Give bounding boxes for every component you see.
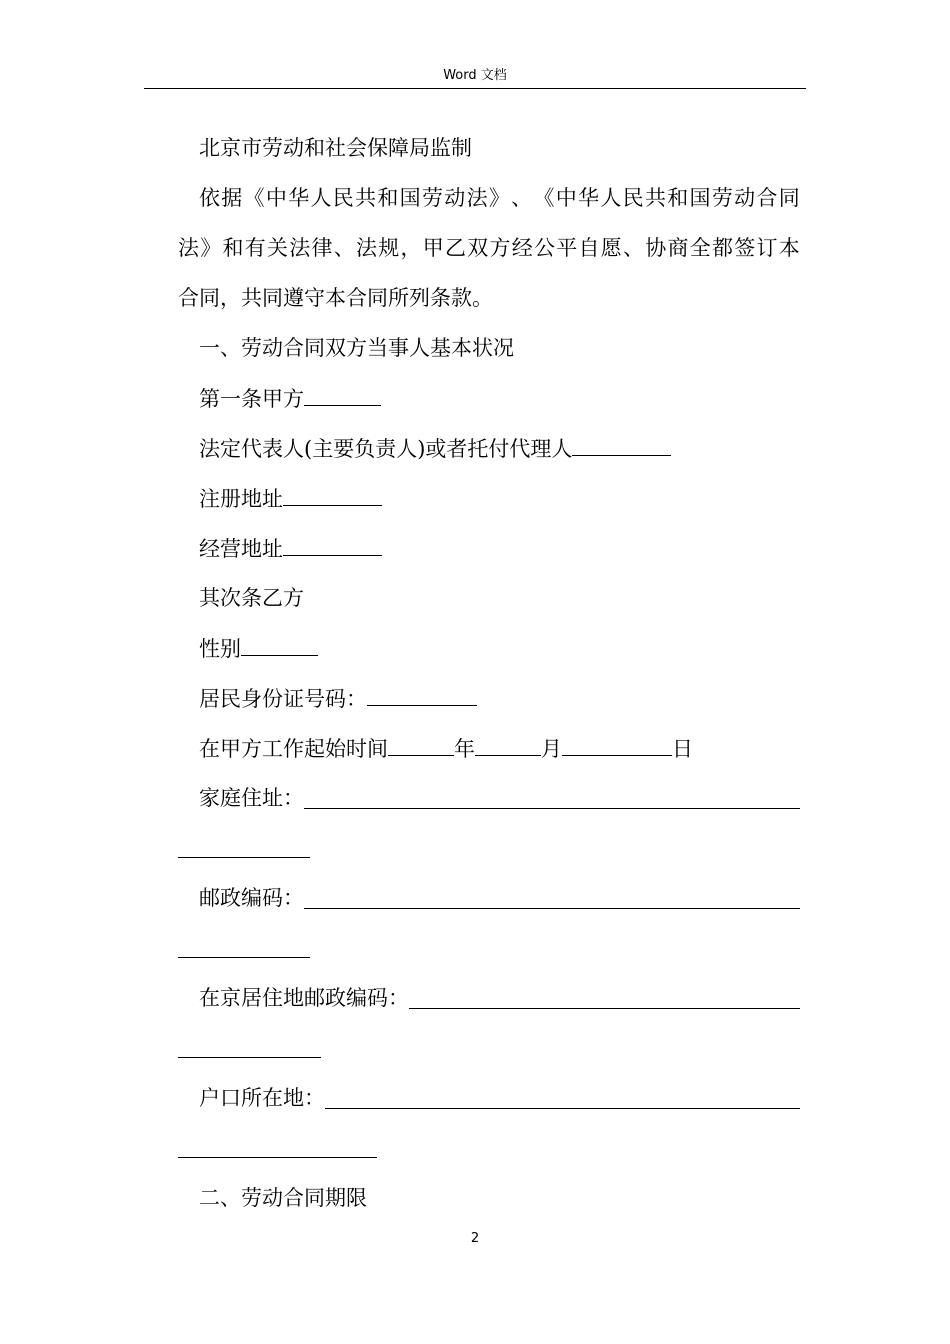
id-number-label: 居民身份证号码： (199, 687, 367, 711)
business-address-line (199, 534, 382, 562)
preamble-char: 中 (555, 186, 577, 210)
preamble-char: 订 (756, 236, 778, 260)
preamble-char: 都 (712, 236, 733, 260)
postcode-blank[interactable] (304, 887, 800, 909)
preamble-char: 和 (222, 236, 244, 260)
preamble-char: 中 (265, 186, 287, 210)
page-number: 2 (470, 1231, 480, 1246)
biz-address-blank[interactable] (283, 534, 382, 556)
home-address-blank[interactable] (304, 787, 800, 809)
preamble-char: 合 (756, 186, 778, 210)
preamble-char: 共 (644, 186, 666, 210)
preamble-char: 律 (311, 236, 333, 260)
preamble-char: 本 (778, 236, 800, 260)
postcode-label: 邮政编码： (199, 886, 304, 910)
preamble-char: 法 (466, 186, 488, 210)
preamble-char: ， (400, 236, 422, 260)
month-label: 月 (541, 737, 562, 761)
preamble-char: 平 (556, 236, 578, 260)
preamble-char: 自 (578, 236, 600, 260)
preamble-char: 、 (511, 186, 533, 210)
preamble-char: 》 (200, 236, 222, 260)
preamble-char: 华 (288, 186, 310, 210)
preamble-char: 全 (689, 236, 711, 260)
preamble-char: 、 (623, 236, 644, 260)
hukou-blank-continued[interactable] (178, 1157, 377, 1158)
preamble-char: 双 (467, 236, 489, 260)
header-divider (144, 88, 806, 89)
legal-representative-line (199, 434, 671, 462)
preamble-char: 法 (178, 236, 199, 260)
party-a-blank[interactable] (304, 384, 381, 406)
preamble-char: 经 (511, 236, 533, 260)
preamble-char: 人 (310, 186, 332, 210)
preamble-line-1 (199, 184, 800, 212)
preamble-char: 依 (199, 186, 220, 210)
preamble-char: 华 (578, 186, 600, 210)
year-blank[interactable] (388, 734, 454, 756)
preamble-char: 民 (622, 186, 644, 210)
id-number-blank[interactable] (367, 684, 477, 706)
article-1-label: 第一条甲方 (199, 387, 304, 411)
preamble-char: 民 (332, 186, 354, 210)
preamble-char: 人 (600, 186, 622, 210)
preamble-char: 商 (667, 236, 689, 260)
year-label: 年 (454, 737, 475, 761)
legal-rep-blank[interactable] (572, 434, 671, 456)
preamble-char: 动 (734, 186, 756, 210)
beijing-postcode-label: 在京居住地邮政编码： (199, 986, 409, 1010)
registered-address-line (199, 484, 382, 512)
section-1-heading: 一、劳动合同双方当事人基本状况 (199, 336, 514, 360)
preamble-char: 动 (444, 186, 466, 210)
preamble-char: 协 (645, 236, 667, 260)
preamble-char: 、 (333, 236, 355, 260)
preamble-char: 据 (221, 186, 243, 210)
preamble-char: 《 (243, 186, 265, 210)
preamble-char: 《 (533, 186, 555, 210)
preamble-char: 国 (399, 186, 421, 210)
preamble-char: 愿 (600, 236, 622, 260)
preamble-char: 规 (378, 236, 400, 260)
beijing-postcode-blank-continued[interactable] (178, 1057, 321, 1058)
gender-line (199, 634, 318, 662)
biz-address-label: 经营地址 (199, 537, 283, 561)
preamble-char: 国 (689, 186, 711, 210)
preamble-char: 和 (377, 186, 399, 210)
preamble-char: 》 (488, 186, 510, 210)
home-address-line (199, 784, 800, 812)
preamble-char: 劳 (711, 186, 733, 210)
preamble-char: 法 (356, 236, 377, 260)
preamble-char: 乙 (445, 236, 466, 260)
id-number-line (199, 684, 477, 712)
preamble-line-2 (178, 234, 800, 262)
home-address-blank-continued[interactable] (178, 857, 310, 858)
day-blank[interactable] (562, 734, 672, 756)
hukou-label: 户口所在地： (199, 1086, 325, 1110)
preamble-char: 方 (489, 236, 511, 260)
preamble-char: 同 (778, 186, 800, 210)
hukou-line (199, 1084, 800, 1112)
supervisor-line: 北京市劳动和社会保障局监制 (199, 136, 472, 160)
preamble-char: 签 (734, 236, 756, 260)
preamble-char: 劳 (421, 186, 443, 210)
legal-rep-label: 法定代表人(主要负责人)或者托付代理人 (199, 437, 573, 461)
beijing-postcode-line (199, 984, 800, 1012)
postcode-blank-continued[interactable] (178, 957, 310, 958)
postcode-line (199, 884, 800, 912)
reg-address-blank[interactable] (283, 484, 382, 506)
preamble-char: 和 (667, 186, 689, 210)
home-address-label: 家庭住址： (199, 786, 304, 810)
article-1-party-a (199, 384, 381, 412)
page-header-title: Word 文档 (443, 68, 507, 83)
preamble-char: 公 (534, 236, 555, 260)
preamble-char: 甲 (422, 236, 444, 260)
reg-address-label: 注册地址 (199, 487, 283, 511)
preamble-char: 共 (355, 186, 377, 210)
article-2-party-b: 其次条乙方 (199, 586, 304, 610)
preamble-char: 法 (289, 236, 311, 260)
hukou-blank[interactable] (325, 1087, 800, 1109)
preamble-char: 关 (267, 236, 288, 260)
day-label: 日 (672, 737, 693, 761)
preamble-char: 有 (244, 236, 266, 260)
start-time-label: 在甲方工作起始时间 (199, 737, 388, 761)
start-time-line (199, 734, 693, 762)
month-blank[interactable] (475, 734, 541, 756)
gender-blank[interactable] (241, 634, 318, 656)
gender-label: 性别 (199, 637, 241, 661)
beijing-postcode-blank[interactable] (409, 987, 800, 1009)
preamble-line-3: 合同，共同遵守本合同所列条款。 (178, 286, 493, 310)
section-2-heading: 二、劳动合同期限 (199, 1186, 367, 1210)
